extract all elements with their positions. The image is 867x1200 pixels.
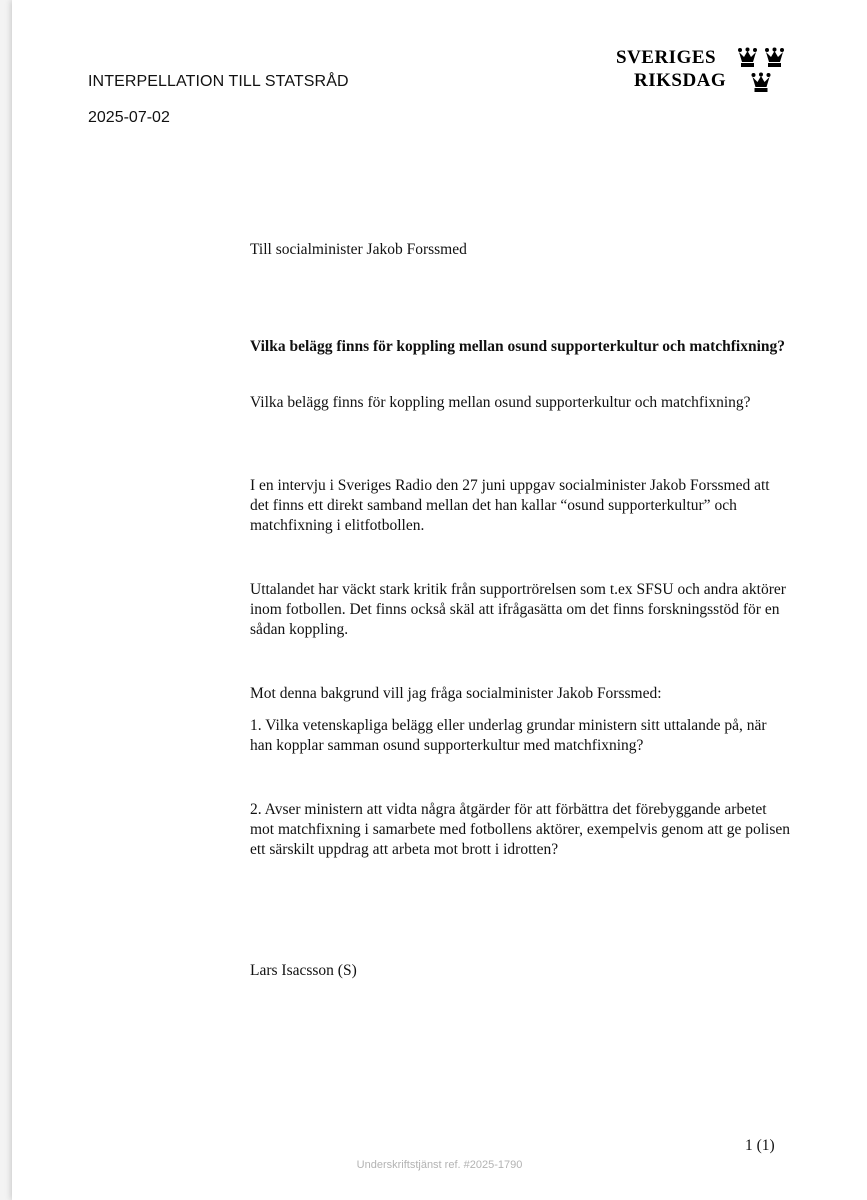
question-1: 1. Vilka vetenskapliga belägg eller underlag grundar ministern sitt uttalande på, när han kopplar samman osund supporterkultur med matchfixning? (250, 717, 767, 754)
document-date: 2025-07-02 (88, 109, 170, 126)
document-page (12, 0, 867, 1200)
logo-text-sveriges: SVERIGES (616, 47, 717, 68)
document-type: INTERPELLATION TILL STATSRÅD (88, 73, 349, 90)
signature: Lars Isacsson (S) (250, 962, 357, 979)
footer-reference: Underskriftstjänst ref. #2025-1790 (356, 1159, 523, 1171)
interpellation-title: Vilka belägg finns för koppling mellan osund supporterkultur och matchfixning? (250, 338, 786, 355)
body-paragraph: Mot denna bakgrund vill jag fråga socialminister Jakob Forssmed: (250, 685, 662, 702)
three-crowns-icon (738, 46, 786, 96)
body-paragraph: Uttalandet har väckt stark kritik från supportrörelsen som t.ex SFSU och andra aktörer inom fotbollen. Det finns också skäl att ifrågasätta om det finns forskningsstöd för en sådan koppling. (250, 581, 786, 638)
body-paragraph: I en intervju i Sveriges Radio den 27 juni uppgav socialminister Jakob Forssmed att det finns ett direkt samband mellan det han kallar “osund supporterkultur” och matchfixning i elitfotbollen. (250, 477, 770, 534)
interpellation-question: Vilka belägg finns för koppling mellan osund supporterkultur och matchfixning? (250, 394, 751, 411)
recipient-line: Till socialminister Jakob Forssmed (250, 241, 467, 258)
riksdag-logo (610, 46, 786, 98)
page-number: 1 (1) (745, 1137, 775, 1154)
logo-text-riksdag: RIKSDAG (634, 70, 727, 91)
question-2: 2. Avser ministern att vidta några åtgärder för att förbättra det förebyggande arbetet mot matchfixning i samarbete med fotbollens aktörer, exempelvis genom att ge polisen ett särskilt uppdrag att arbeta mot brott i idrotten? (250, 801, 791, 858)
